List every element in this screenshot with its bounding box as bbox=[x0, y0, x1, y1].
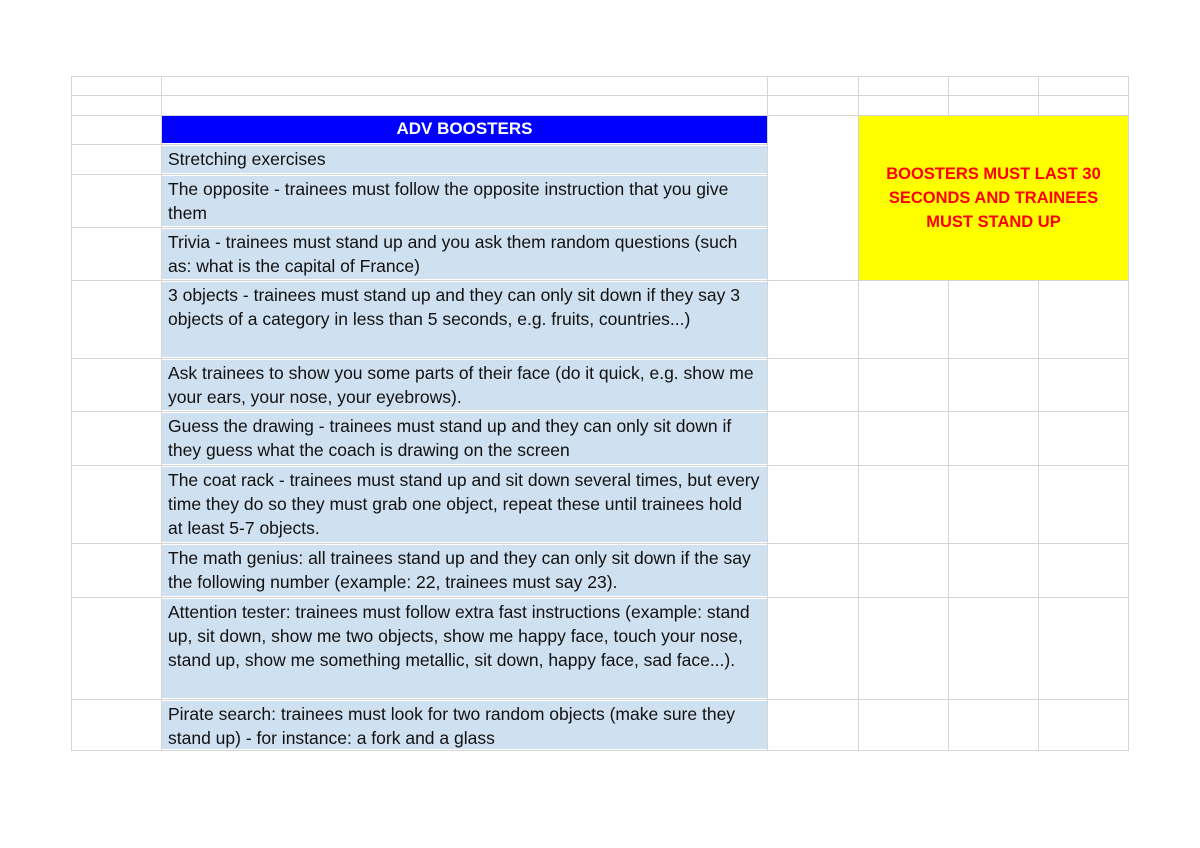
grid-line bbox=[948, 280, 949, 751]
table-row: Trivia - trainees must stand up and you ask them random questions (such as: what is the capital of France) bbox=[162, 229, 767, 279]
table-row: Attention tester: trainees must follow extra fast instructions (example: stand up, sit down, show me two objects, show me happy face, touch your nose, stand up, show me something metallic, sit down, happy face, sad face...). bbox=[162, 599, 767, 698]
grid-line bbox=[1128, 76, 1129, 751]
instruction-note-text: BOOSTERS MUST LAST 30 SECONDS AND TRAINEES MUST STAND UP bbox=[886, 165, 1101, 231]
grid-line bbox=[71, 750, 1129, 751]
grid-line bbox=[71, 76, 72, 751]
instruction-note bbox=[859, 116, 1128, 280]
grid-line bbox=[1038, 76, 1039, 116]
table-row: Guess the drawing - trainees must stand up and they can only sit down if they guess what the coach is drawing on the screen bbox=[162, 413, 767, 464]
table-header: ADV BOOSTERS bbox=[162, 116, 767, 143]
table-row: The coat rack - trainees must stand up and sit down several times, but every time they do so they must grab one object, repeat these until trainees hold at least 5-7 objects. bbox=[162, 467, 767, 542]
grid-line bbox=[71, 411, 1129, 412]
table-row: The opposite - trainees must follow the opposite instruction that you give them bbox=[162, 176, 767, 226]
grid-line bbox=[948, 76, 949, 116]
table-row: Stretching exercises bbox=[162, 146, 767, 173]
grid-line bbox=[71, 280, 1129, 281]
grid-line bbox=[71, 144, 767, 145]
grid-line bbox=[71, 227, 767, 228]
table-row: The math genius: all trainees stand up and they can only sit down if the say the following number (example: 22, trainees must say 23). bbox=[162, 545, 767, 596]
grid-line bbox=[1038, 280, 1039, 751]
grid-line bbox=[71, 543, 1129, 544]
grid-line bbox=[767, 76, 768, 751]
grid-line bbox=[71, 76, 1129, 77]
table-row: Ask trainees to show you some parts of their face (do it quick, e.g. show me your ears, your nose, your eyebrows). bbox=[162, 360, 767, 410]
table-row: Pirate search: trainees must look for two random objects (make sure they stand up) - for instance: a fork and a glass bbox=[162, 701, 767, 749]
grid-line bbox=[71, 358, 1129, 359]
grid-line bbox=[71, 465, 1129, 466]
grid-line bbox=[71, 699, 1129, 700]
grid-line bbox=[71, 174, 767, 175]
grid-line bbox=[71, 95, 1129, 96]
grid-line bbox=[71, 597, 1129, 598]
table-row: 3 objects - trainees must stand up and they can only sit down if they say 3 objects of a category in less than 5 seconds, e.g. fruits, countries...) bbox=[162, 282, 767, 357]
